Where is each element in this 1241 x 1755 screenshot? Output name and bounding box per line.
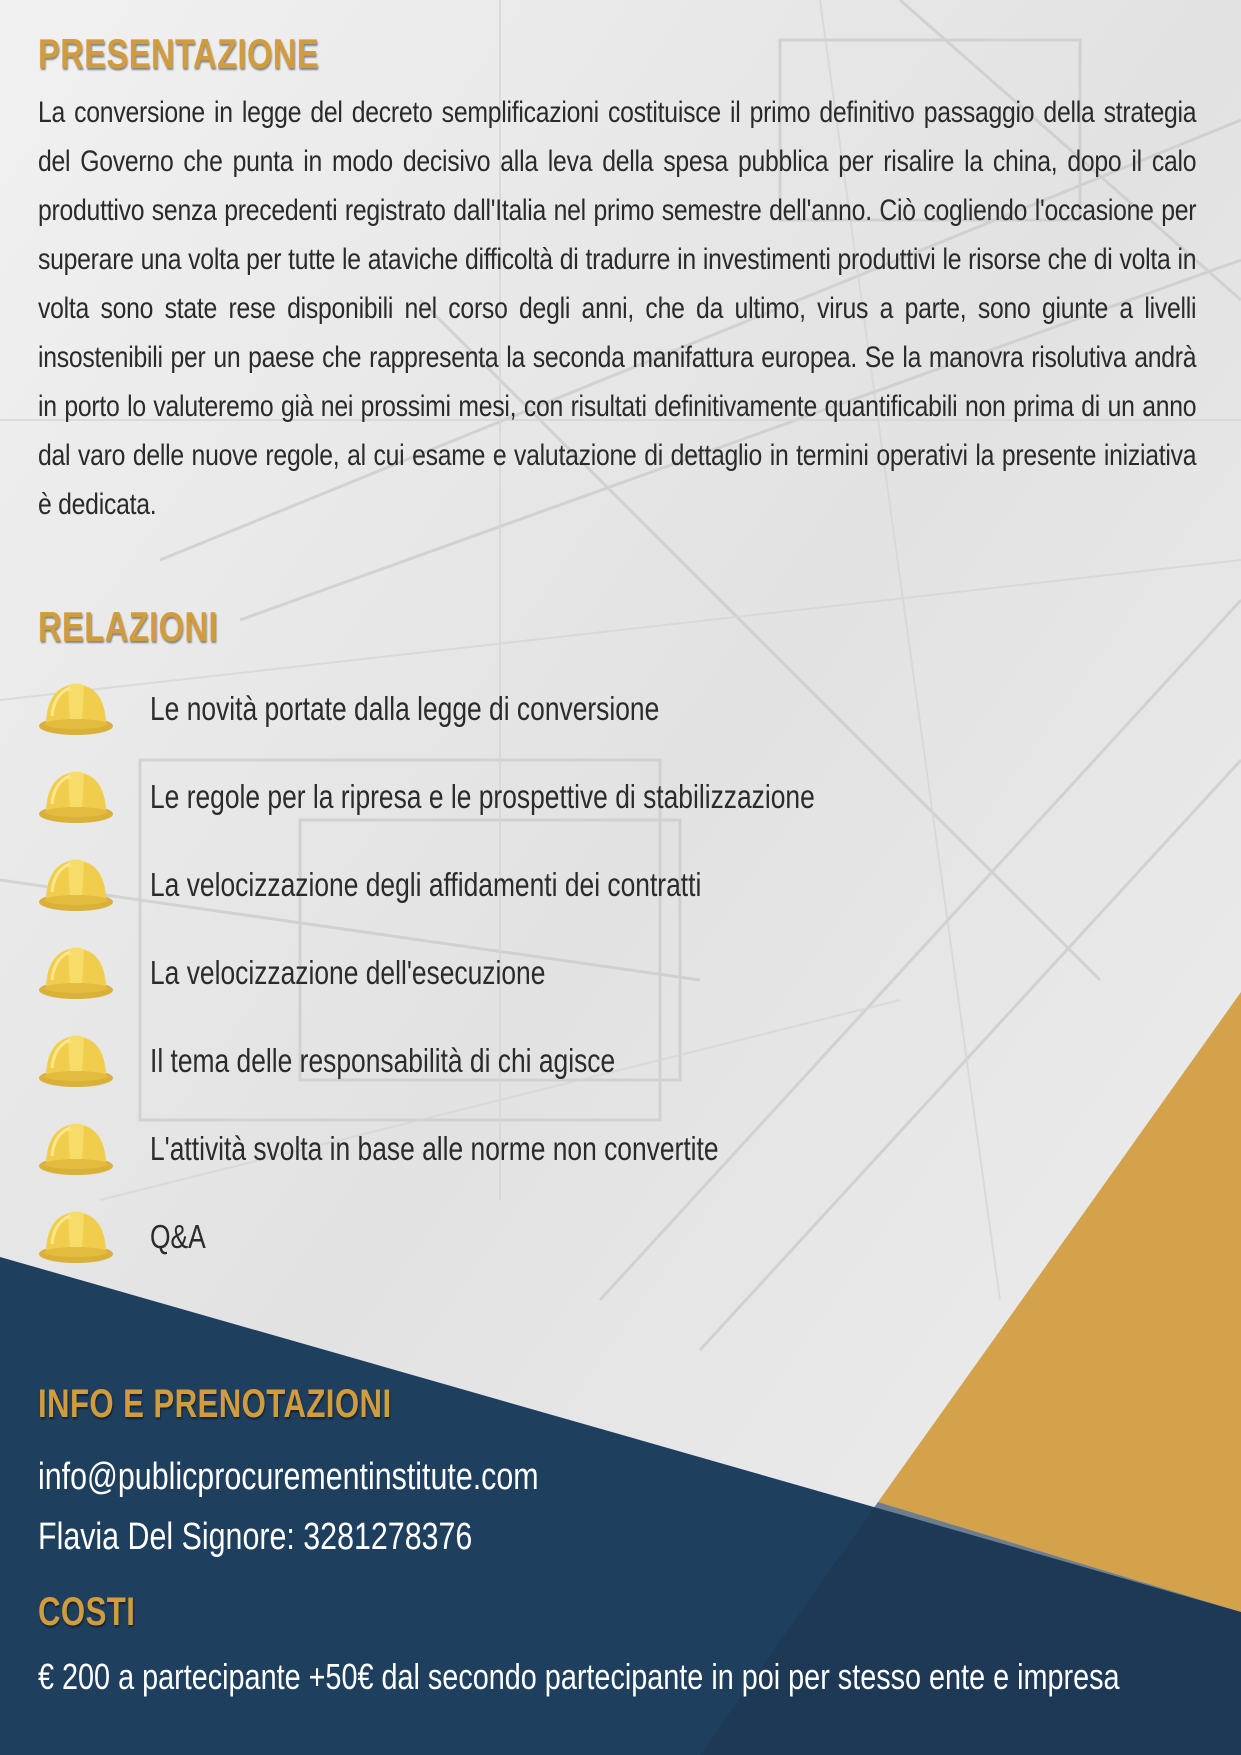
talk-label: Il tema delle responsabilità di chi agisce: [150, 1042, 616, 1079]
talk-label: Le novità portate dalla legge di conversione: [150, 690, 660, 727]
list-item: [38, 942, 1138, 1012]
list-item: [38, 854, 1138, 924]
talk-label: L'attività svolta in base alle norme non convertite: [150, 1130, 719, 1167]
contact-phone: Flavia Del Signore: 3281278376: [38, 1516, 473, 1558]
talk-label: Le regole per la ripresa e le prospettive di stabilizzazione: [150, 778, 815, 815]
hard-hat-icon: [38, 1030, 114, 1090]
talk-label: La velocizzazione dell'esecuzione: [150, 954, 546, 991]
hard-hat-icon: [38, 1206, 114, 1266]
intro-paragraph: [38, 88, 1196, 529]
section-title-info: INFO E PRENOTAZIONI: [38, 1382, 392, 1426]
list-item: [38, 678, 1138, 748]
costs-text: € 200 a partecipante +50€ dal secondo partecipante in poi per stesso ente e impresa: [38, 1656, 1120, 1697]
contact-email[interactable]: info@publicprocurementinstitute.com: [38, 1456, 539, 1498]
list-item: [38, 1206, 1138, 1276]
list-item: [38, 1030, 1138, 1100]
section-title-costi: COSTI: [38, 1590, 136, 1634]
section-title-relazioni: RELAZIONI: [38, 603, 219, 650]
talk-label: La velocizzazione degli affidamenti dei contratti: [150, 866, 702, 903]
intro-paragraph-text: La conversione in legge del decreto semplificazioni costituisce il primo definitivo passaggio della strategia del Governo che punta in modo decisivo alla leva della spesa pubblica per risalire la china, dopo il calo produttivo senza precedenti registrato dall'Italia nel primo semestre dell'anno. Ciò cogliendo l'occasione per superare una volta per tutte le ataviche difficoltà di tradurre in investimenti produttivi le risorse che di volta in volta sono state rese disponibili nel corso degli anni, che da ultimo, virus a parte, sono giunte a livelli insostenibili per un paese che rappresenta la seconda manifattura europea. Se la manovra risolutiva andrà in porto lo valuteremo già nei prossimi mesi, con risultati definitivamente quantificabili non prima di un anno dal varo delle nuove regole, al cui esame e valutazione di dettaglio in termini operativi la presente iniziativa è dedicata.: [38, 96, 1197, 521]
section-title-presentazione: PRESENTAZIONE: [38, 30, 320, 77]
hard-hat-icon: [38, 1118, 114, 1178]
hard-hat-icon: [38, 678, 114, 738]
hard-hat-icon: [38, 854, 114, 914]
hard-hat-icon: [38, 942, 114, 1002]
list-item: [38, 1118, 1138, 1188]
hard-hat-icon: [38, 766, 114, 826]
talk-label: Q&A: [150, 1218, 206, 1255]
list-item: [38, 766, 1138, 836]
